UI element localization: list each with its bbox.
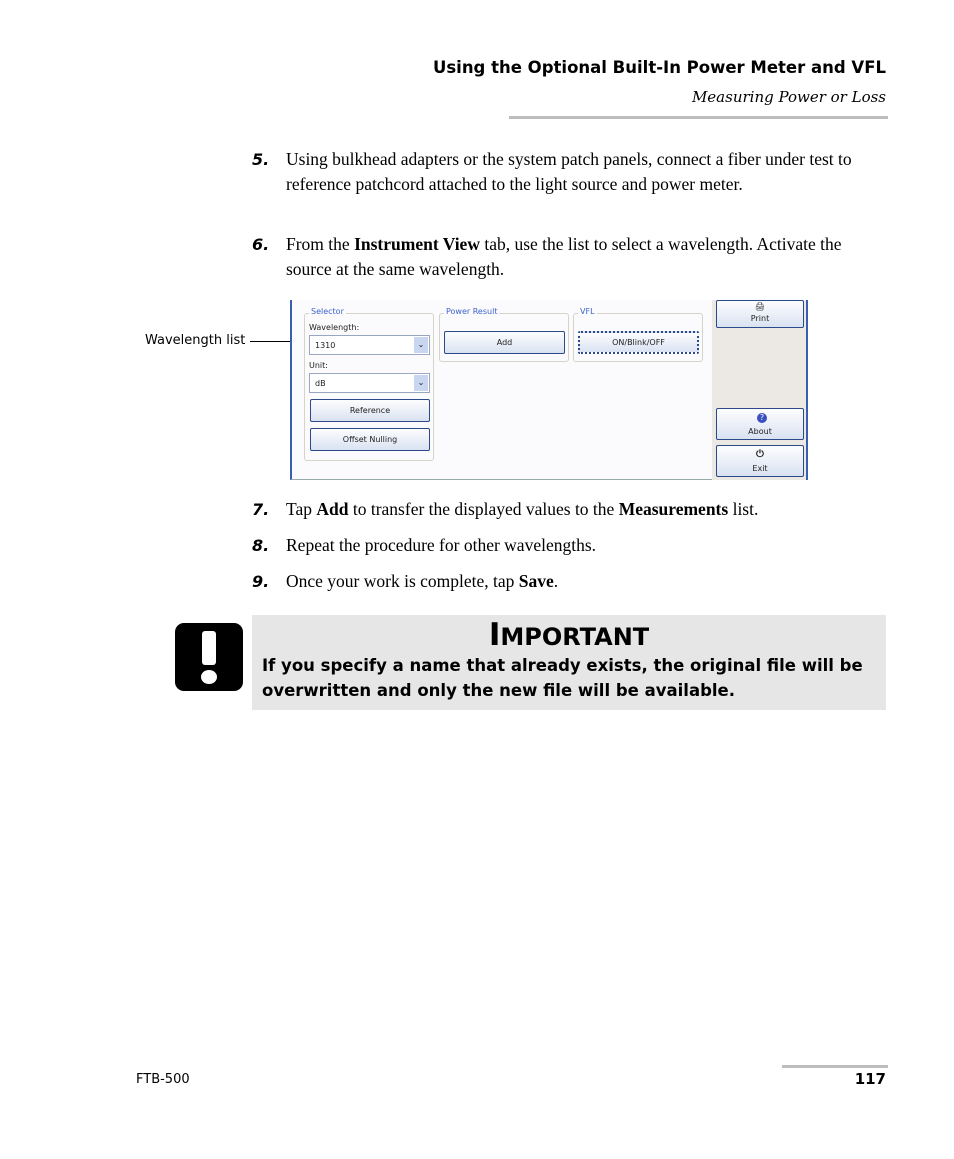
footer-product: FTB-500 [136,1072,190,1087]
vfl-group [573,307,703,362]
step-text: Repeat the procedure for other wavelengths. [286,535,597,555]
step-number: 5. [252,150,270,169]
exclamation-dot [201,670,217,684]
step-5 [252,147,872,197]
exit-button[interactable] [716,445,804,477]
unit-label: Unit: [309,361,328,370]
offset-nulling-button[interactable]: Offset Nulling [310,428,430,451]
step-text: Using bulkhead adapters or the system patch panels, connect a fiber under test to reference patchcord attached to the light source and power meter. [286,149,852,194]
text: list. [728,499,759,519]
print-button[interactable] [716,300,804,328]
title-cap: I [488,617,501,653]
text: From the [286,234,355,254]
step-text [286,232,872,282]
step-9 [252,569,872,594]
group-label: Power Result [446,307,498,316]
reference-button[interactable]: Reference [310,399,430,422]
bold-term: Measurements [618,499,729,519]
important-title [252,617,886,653]
add-button[interactable]: Add [444,331,565,354]
main-panel [290,300,712,480]
bold-term: Save [518,571,554,591]
help-icon: ? [757,413,767,423]
vfl-toggle-button[interactable]: ON/Blink/OFF [578,331,699,354]
important-box [252,615,886,710]
chevron-down-icon[interactable]: ⌄ [414,337,428,353]
step-number: 9. [252,572,270,591]
text: Once your work is complete, tap [286,571,519,591]
button-label: Print [750,314,770,323]
about-button[interactable] [716,408,804,440]
group-label: Selector [311,307,344,316]
selector-group [304,307,434,461]
step-text [286,569,872,594]
text: . [553,571,559,591]
text: tab, use the list to select a wavelength. Activate the source at the same wavelength. [286,234,842,279]
step-number: 8. [252,536,270,555]
footer-rule [782,1065,888,1068]
chevron-down-icon[interactable]: ⌄ [414,375,428,391]
power-icon: ⏻ [756,449,764,460]
step-number: 7. [252,500,270,519]
printer-icon: 🖨 [754,302,766,311]
step-number: 6. [252,235,270,254]
instrument-view-screenshot [0,300,954,482]
step-7 [252,497,872,522]
wavelength-list[interactable] [309,335,430,355]
text: to transfer the displayed values to the [348,499,619,519]
button-label: About [748,427,772,436]
step-8 [252,533,872,558]
chapter-title: Using the Optional Built-In Power Meter and VFL [432,58,886,77]
step-text [286,497,872,522]
bold-term: Add [316,499,349,519]
section-subtitle: Measuring Power or Loss [691,88,886,106]
important-text: If you specify a name that already exists, the original file will be overwritten and only the new file will be available. [262,656,863,700]
unit-list[interactable] [309,373,430,393]
header-rule [509,116,888,119]
text: Tap [286,499,317,519]
power-result-group [439,307,569,362]
button-label: Exit [752,464,768,473]
page-number: 117 [854,1070,886,1088]
group-label: VFL [580,307,595,316]
callout-label: Wavelength list [145,333,246,348]
unit-value: dB [315,379,326,388]
wavelength-value: 1310 [315,341,336,350]
wavelength-label: Wavelength: [309,323,360,332]
exclamation-bar [202,631,216,665]
step-6 [252,232,872,282]
exclamation-icon [175,623,243,691]
title-rest: MPORTANT [500,623,650,651]
side-panel [712,300,808,480]
bold-term: Instrument View [354,234,480,254]
